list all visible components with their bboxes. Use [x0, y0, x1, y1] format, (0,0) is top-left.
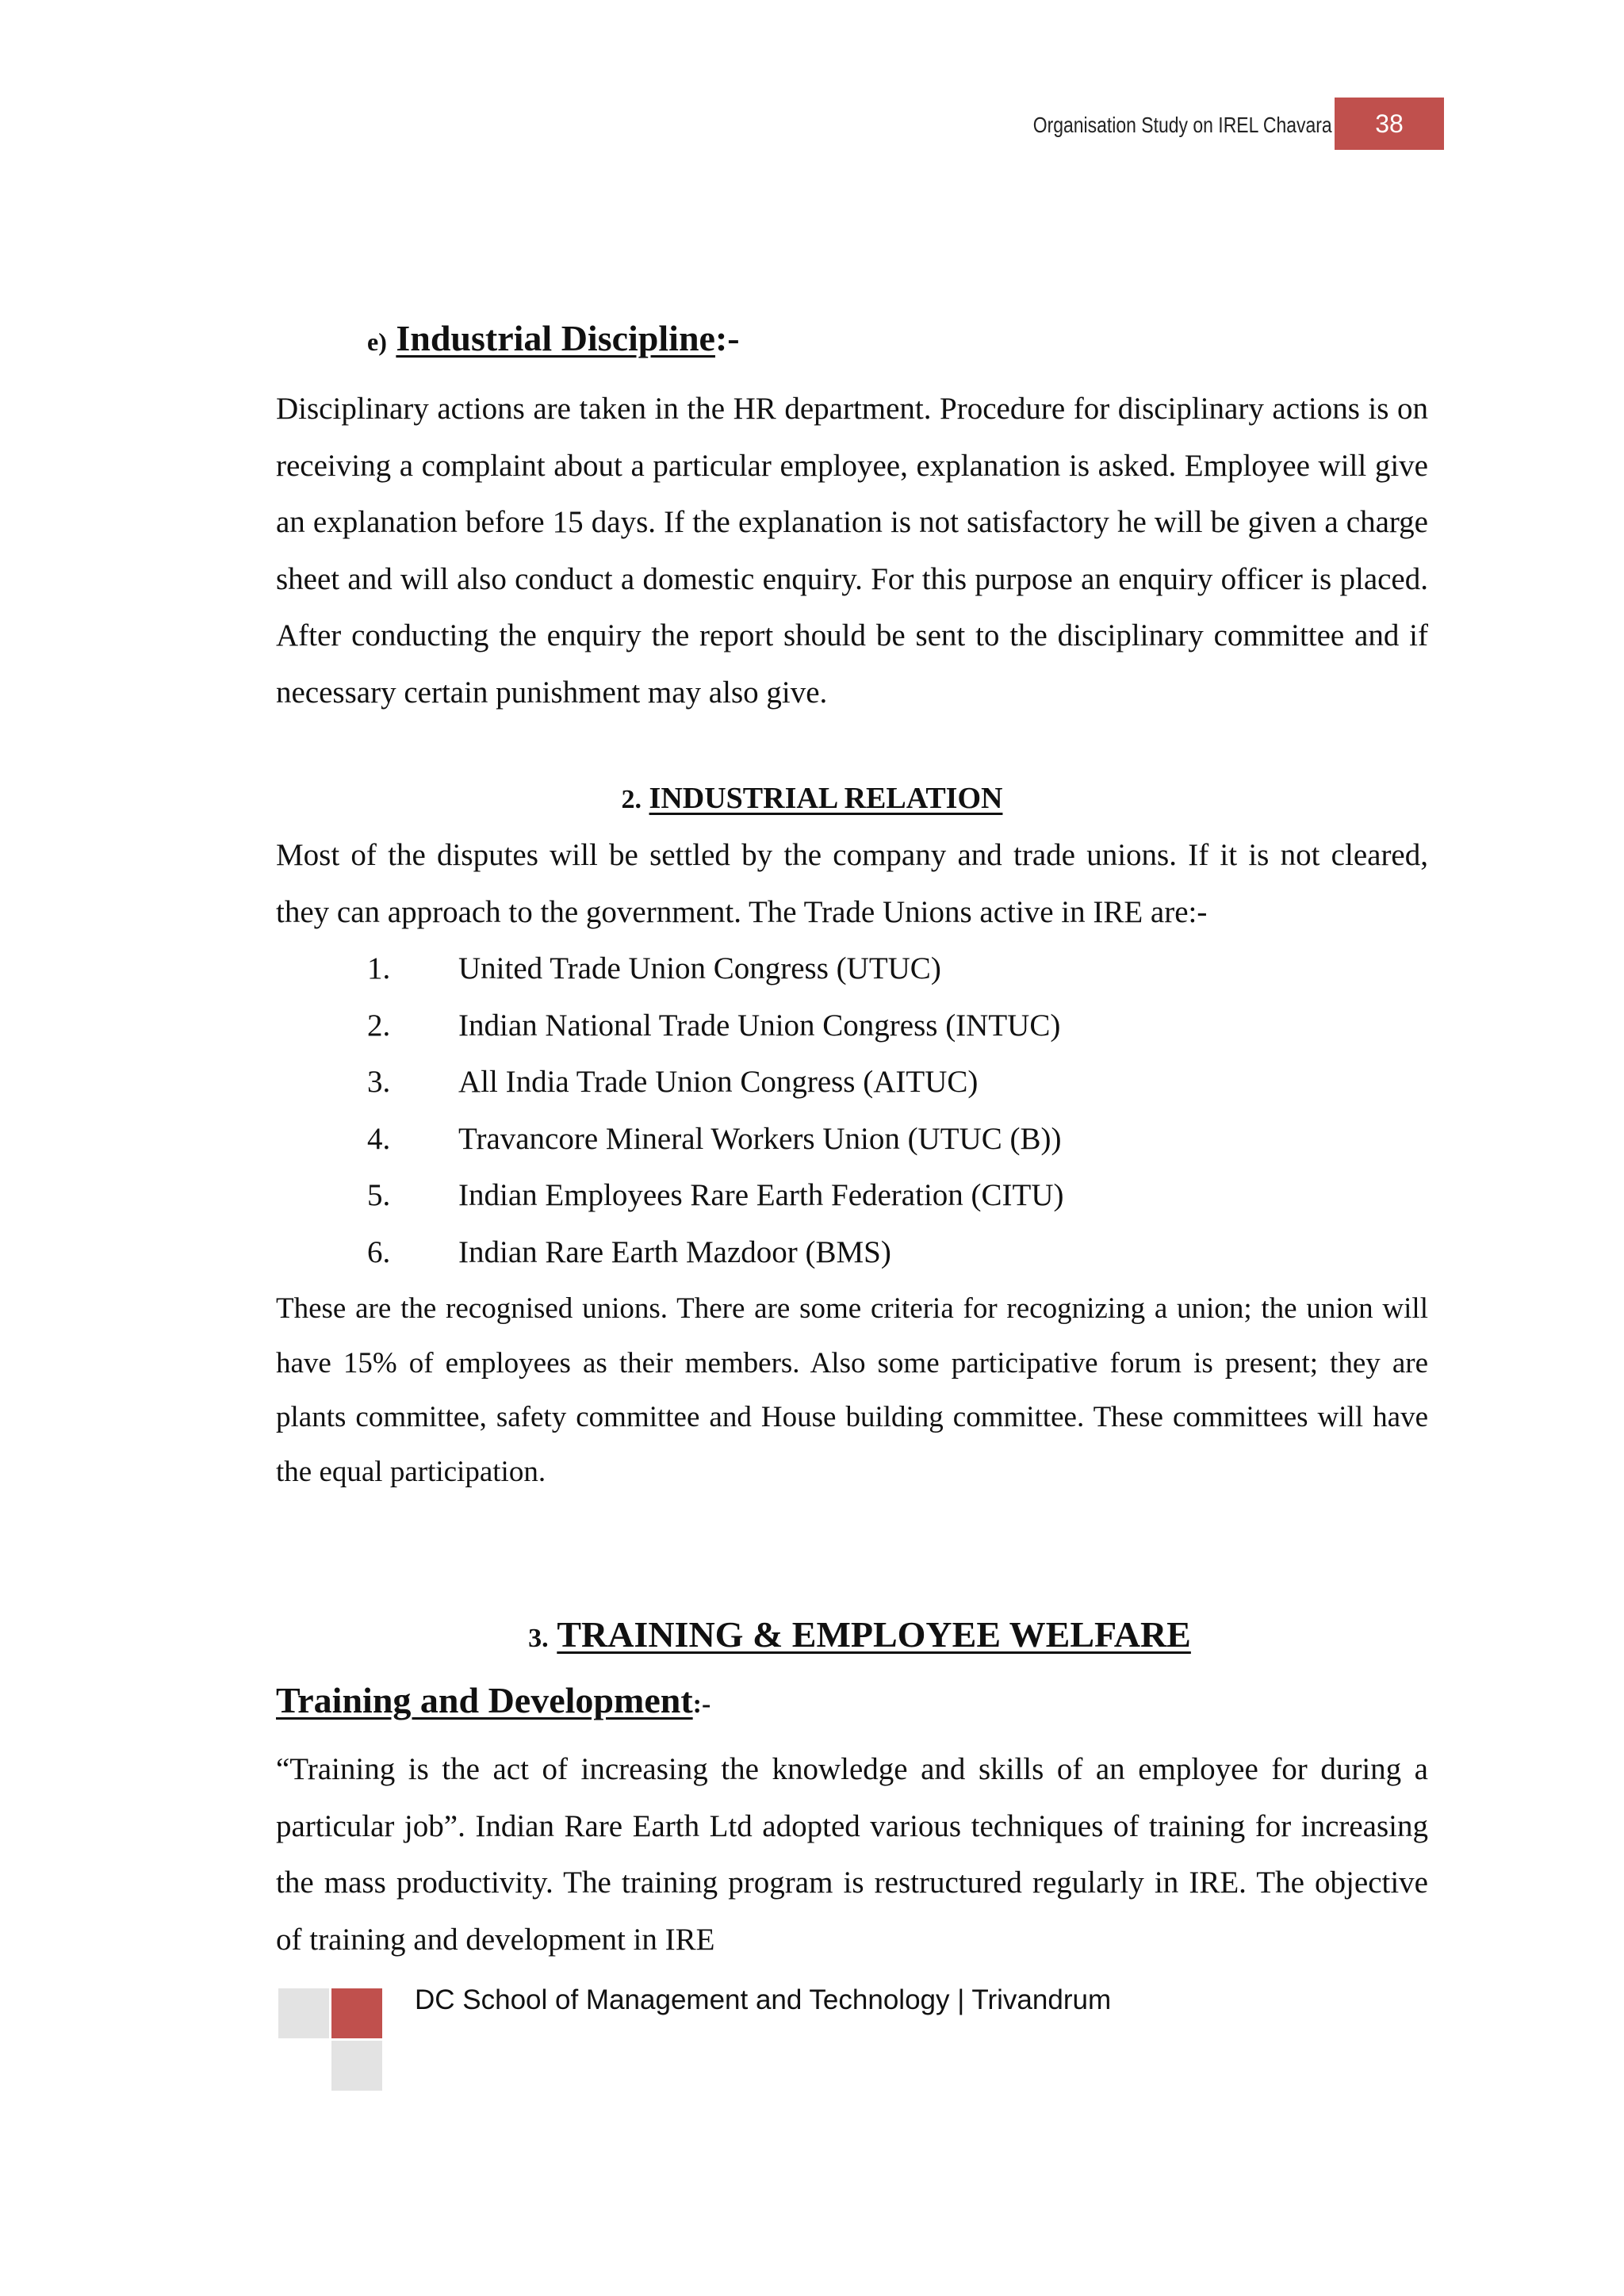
section-e-number: e) [367, 327, 387, 356]
training-development-suffix: :- [692, 1689, 711, 1719]
page-number-badge: 38 [1335, 98, 1444, 150]
footer-grey-square-left [278, 1988, 329, 2038]
section-e-suffix: :- [714, 318, 740, 358]
footer-red-square [331, 1988, 382, 2038]
list-item-number: 3. [367, 1065, 391, 1099]
list-item-text: Indian Rare Earth Mazdoor (BMS) [458, 1234, 891, 1269]
list-item-number: 1. [367, 951, 391, 985]
footer-text: DC School of Management and Technology | Trivandrum [415, 1984, 1112, 2015]
list-item-text: All India Trade Union Congress (AITUC) [458, 1065, 979, 1099]
section-2-closing: These are the recognised unions. There are some criteria for recognizing a union; the union will have 15% of employees as their members. Also some participative forum is present; they are plants committee, safety committee and House building committee. These committees will have the equal participation. [276, 1292, 1428, 1488]
running-header-title: Organisation Study on IREL Chavara [1033, 113, 1332, 137]
section-e-title: Industrial Discipline [396, 318, 715, 358]
list-item-number: 6. [367, 1234, 391, 1269]
section-2-title: INDUSTRIAL RELATION [649, 782, 1003, 815]
section-3-number: 3. [528, 1624, 549, 1653]
training-development-title: Training and Development [276, 1680, 693, 1720]
section-2-intro: Most of the disputes will be settled by the company and trade unions. If it is not cleared, they can approach to the government. The Trade Unions active in IRE are:- [276, 838, 1428, 929]
section-e-heading [367, 317, 740, 359]
list-item-text: Travancore Mineral Workers Union (UTUC (B)) [458, 1121, 1062, 1156]
list-item-text: United Trade Union Congress (UTUC) [458, 951, 941, 985]
section-2-number: 2. [621, 785, 642, 814]
section-3-heading [0, 1613, 1624, 1655]
list-item-number: 5. [367, 1178, 391, 1212]
section-2-heading [0, 781, 1624, 816]
list-item-number: 2. [367, 1008, 391, 1043]
list-item-text: Indian National Trade Union Congress (INTUC) [458, 1008, 1061, 1043]
section-e-paragraph: Disciplinary actions are taken in the HR department. Procedure for disciplinary actions is on receiving a complaint about a particular employee, explanation is asked. Employee will give an explanation before 15 days. If the explanation is not satisfactory he will be given a charge sheet and will also conduct a domestic enquiry. For this purpose an enquiry officer is placed. After conducting the enquiry the report should be sent to the disciplinary committee and if necessary certain punishment may also give. [276, 392, 1428, 710]
section-3-paragraph: “Training is the act of increasing the knowledge and skills of an employee for during a particular job”. Indian Rare Earth Ltd adopted various techniques of training for increasing the mass productivity. The training program is restructured regularly in IRE. The objective of training and development in IRE [276, 1752, 1428, 1957]
training-development-heading [276, 1679, 710, 1721]
section-3-title: TRAINING & EMPLOYEE WELFARE [557, 1614, 1191, 1655]
footer-grey-square-bottom [331, 2041, 382, 2091]
list-item-number: 4. [367, 1121, 391, 1156]
list-item-text: Indian Employees Rare Earth Federation (CITU) [458, 1178, 1064, 1212]
